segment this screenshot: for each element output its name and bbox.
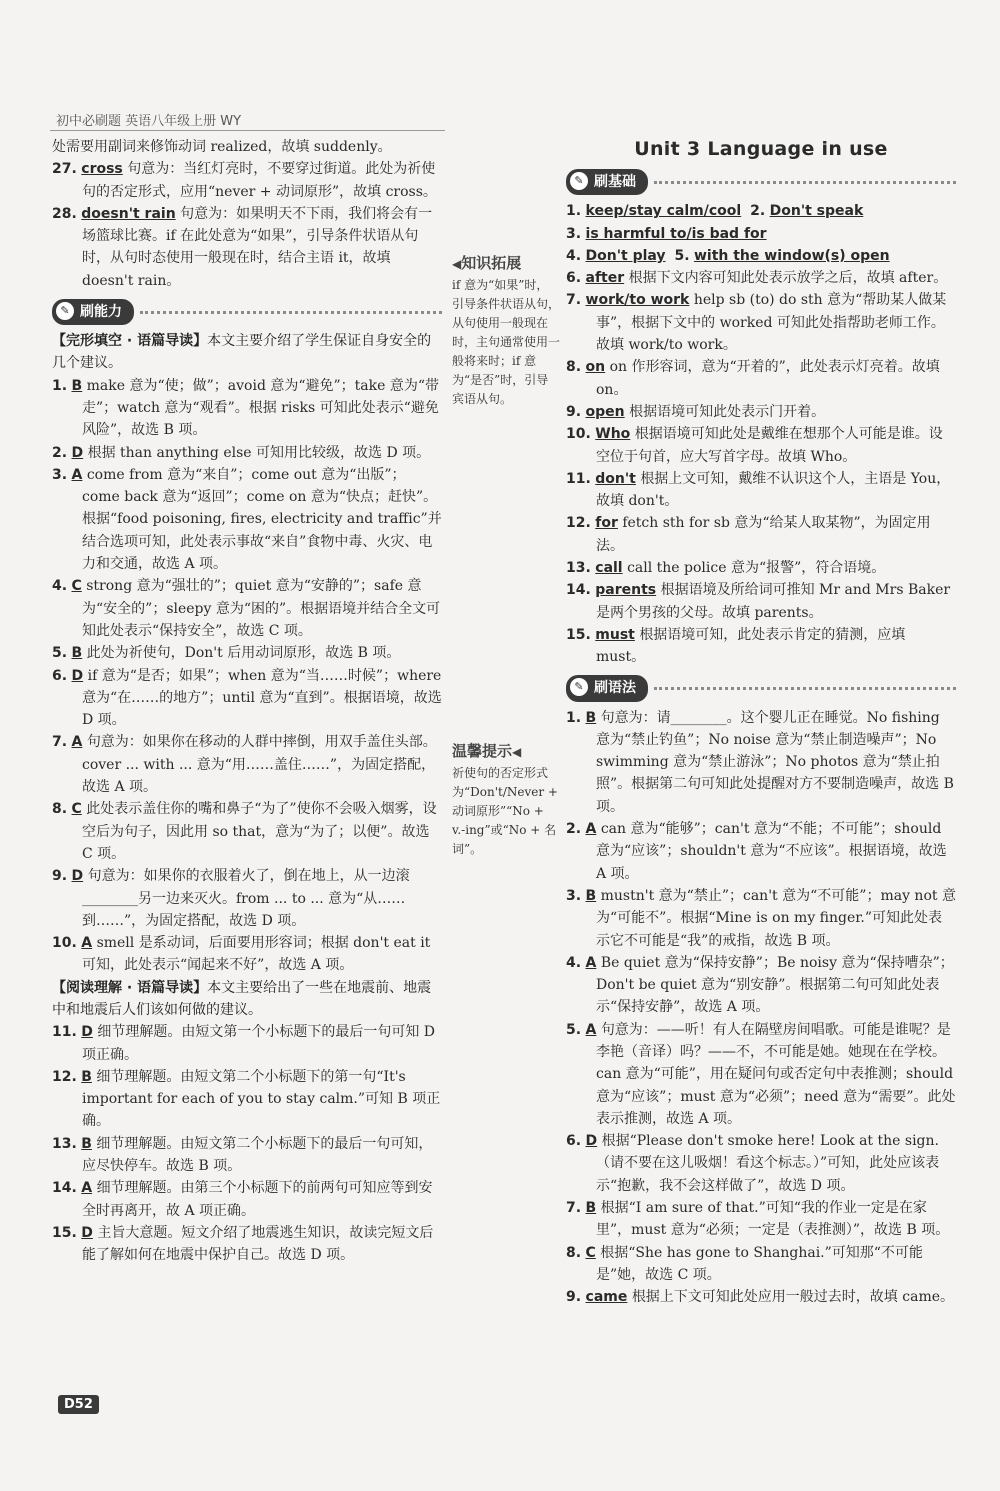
tip-knowledge (452, 254, 560, 409)
banner-label: 刷基础 (594, 174, 636, 191)
answer-item (52, 442, 442, 464)
item-answer: Who (595, 426, 631, 443)
item-answer: work/to work (585, 292, 690, 309)
item-explanation: call the police 意为“报警”，符合语境。 (627, 560, 886, 577)
item-answer: B (71, 377, 83, 394)
item-explanation: can 意为“能够”；can't 意为“不能；不可能”；should 意为“应该”；shouldn't 意为“不应该”。根据语境，故选 A 项。 (596, 821, 947, 882)
item-number: 4. (566, 954, 582, 971)
item-explanation: 根据“She has gone to Shanghai.”可知那“不可能是”她，故选 C 项。 (596, 1244, 923, 1283)
pencil-icon: ✎ (570, 678, 588, 696)
item-answer: call (595, 560, 623, 577)
banner-label: 刷能力 (80, 303, 122, 320)
item-explanation: 主旨大意题。短文介绍了地震逃生知识，故读完短文后能了解如何在地震中保护自己。故选 D 项。 (82, 1224, 434, 1264)
item-explanation: 句意为：当红灯亮时，不要穿过街道。此处为祈使句的否定形式，应用“never + 动词原形”，故填 cross。 (82, 161, 437, 200)
item-explanation: make 意为“使；做”；avoid 意为“避免”；take 意为“带走”；watch 意为“观看”。根据 risks 可知此处表示“避免风险”，故选 B 项。 (82, 377, 440, 439)
reading-guide (52, 977, 442, 1022)
item-answer: doesn't rain (81, 205, 176, 222)
answer-item (566, 289, 956, 356)
item-number: 7. (52, 734, 68, 751)
tip-text: 祈使句的否定形式为“Don't/Never + 动词原形”“No + v.-ing”或“No + 名词”。 (452, 766, 558, 856)
answer-item (52, 203, 442, 292)
answer-item (52, 1066, 442, 1133)
header-divider (50, 130, 445, 131)
item-number: 6. (52, 667, 68, 684)
answer-item (566, 1286, 956, 1308)
answer-list-top (52, 158, 442, 292)
answer-item (566, 1197, 956, 1242)
answer-item (52, 158, 442, 203)
arrow-left-icon: ◀ (512, 745, 522, 759)
item-number: 5. (52, 645, 68, 662)
answer-item (566, 356, 956, 401)
short-answers-line: 3. is harmful to/is bad for (566, 225, 767, 242)
section-banner-basics (566, 168, 956, 196)
item-number: 14. (566, 582, 591, 599)
item-explanation: 句意为：如果明天不下雨，我们将会有一场篮球比赛。if 在此处意为“如果”，引导条件状语从句时，从句时态使用一般现在时，结合主语 it，故填 doesn't rain。 (82, 205, 433, 289)
answer-item (52, 1133, 442, 1178)
item-number: 8. (566, 359, 582, 376)
item-answer: C (585, 1244, 596, 1261)
guide-tag: 【阅读理解 · 语篇导读】 (52, 979, 208, 996)
item-number: 10. (566, 426, 591, 443)
item-explanation: 根据语境及所给词可推知 Mr and Mrs Baker 是两个男孩的父母。故填 parents。 (596, 582, 951, 621)
item-answer: B (585, 1200, 597, 1217)
answer-item (52, 464, 442, 575)
item-answer: A (585, 821, 597, 838)
item-answer: C (71, 801, 82, 818)
item-explanation: Be quiet 意为“保持安静”；Be noisy 意为“保持嘈杂”；Don't be quiet 意为“别安静”。根据第二句可知此处表示“保持安静”，故选 A 项。 (596, 954, 954, 1016)
answer-item (566, 579, 956, 624)
item-answer: D (585, 1133, 598, 1150)
item-explanation: 此处表示盖住你的嘴和鼻子“为了”使你不会吸入烟雾，设空后为句子，因此用 so that，意为“为了；以便”。故选 C 项。 (82, 801, 437, 862)
answer-item (52, 932, 442, 977)
basics-answers (566, 267, 956, 668)
section-banner-grammar (566, 675, 956, 703)
item-number: 9. (566, 403, 582, 420)
arrow-left-icon: ◀ (452, 257, 462, 271)
banner-label: 刷语法 (594, 680, 636, 697)
item-explanation: strong 意为“强壮的”；quiet 意为“安静的”；safe 意为“安全的”；sleepy 意为“困的”。根据语境并结合全文可知此处表示“保持安全”，故选 C 项。 (82, 578, 441, 639)
item-answer: must (595, 626, 635, 643)
answer-item (566, 557, 956, 579)
item-number: 1. (52, 377, 68, 394)
item-answer: D (81, 1224, 93, 1241)
answer-item (566, 624, 956, 669)
cloze-guide (52, 330, 442, 375)
item-explanation: come from 意为“来自”；come out 意为“出版”；come back 意为“返回”；come on 意为“快点；赶快”。根据“food poisoning, fires, electricity and traffic”并结合选项可知，此处表示事故“来自”食物中毒、火灾、电力和交通，故选 A 项。 (82, 466, 442, 573)
section-banner-ability (52, 298, 442, 326)
item-explanation: 根据“I am sure of that.”可知“我的作业一定是在家里”，must 意为“必须；一定是（表推测）”，故选 B 项。 (596, 1200, 950, 1239)
item-number: 13. (566, 560, 591, 577)
item-number: 12. (52, 1068, 77, 1085)
item-answer: B (585, 709, 597, 726)
answer-item (566, 401, 956, 423)
item-number: 15. (52, 1224, 77, 1241)
running-header: 初中必刷题 英语八年级上册 WY (56, 114, 242, 129)
item-answer: came (585, 1289, 628, 1306)
item-answer: after (585, 270, 625, 287)
item-number: 7. (566, 1200, 582, 1217)
answer-item (52, 798, 442, 865)
item-explanation: help sb (to) do sth 意为“帮助某人做某事”，根据下文中的 worked 可知此处指帮助老师工作。故填 work/to work。 (596, 292, 947, 354)
answer-item (566, 1242, 956, 1287)
item-number: 13. (52, 1135, 77, 1152)
item-number: 12. (566, 515, 591, 532)
item-answer: for (595, 515, 618, 532)
answer-item (52, 731, 442, 798)
item-number: 9. (566, 1289, 582, 1306)
item-answer: A (585, 954, 597, 971)
item-answer: D (81, 1024, 93, 1041)
short-answers-line: 1. keep/stay calm/cool 2. Don't speak (566, 203, 864, 220)
item-answer: open (585, 403, 625, 420)
item-answer: D (71, 667, 84, 684)
item-number: 28. (52, 205, 77, 222)
answer-item (566, 818, 956, 885)
item-number: 3. (566, 887, 582, 904)
grammar-answers (566, 707, 956, 1309)
item-explanation: 根据语境可知，此处表示肯定的猜测，应填 must。 (596, 626, 906, 666)
item-number: 8. (566, 1244, 582, 1261)
continuation-text: 处需要用副词来修饰动词 realized，故填 suddenly。 (52, 139, 392, 155)
item-explanation: 根据上下文可知此处应用一般过去时，故填 came。 (631, 1289, 955, 1306)
banner-dots (140, 311, 442, 314)
item-number: 2. (566, 821, 582, 838)
item-number: 27. (52, 161, 77, 178)
answer-item (566, 468, 956, 513)
item-answer: A (71, 466, 83, 483)
item-explanation: if 意为“是否；如果”；when 意为“当……时候”；where 意为“在……的地方”；until 意为“直到”。根据语境，故选 D 项。 (82, 667, 442, 729)
item-explanation: 根据上文可知，戴维不认识这个人，主语是 You，故填 don't。 (596, 470, 951, 510)
item-explanation: 根据 than anything else 可知用比较级，故选 D 项。 (87, 444, 431, 461)
item-answer: A (81, 935, 93, 952)
item-number: 14. (52, 1180, 77, 1197)
item-explanation: 细节理解题。由短文第二个小标题下的最后一句可知，应尽快停车。故选 B 项。 (82, 1135, 433, 1175)
item-number: 5. (566, 1021, 582, 1038)
answer-item (566, 1130, 956, 1197)
tip-title: ◀知识拓展 (452, 254, 522, 272)
answer-item (52, 375, 442, 442)
item-explanation: 根据语境可知此处表示门开着。 (629, 403, 826, 420)
item-answer: C (71, 578, 82, 595)
item-answer: cross (81, 161, 123, 178)
item-answer: B (585, 887, 597, 904)
answer-item (52, 575, 442, 642)
item-answer: D (71, 868, 84, 885)
item-number: 2. (52, 444, 68, 461)
item-number: 7. (566, 292, 582, 309)
short-answers-line: 4. Don't play 5. with the window(s) open (566, 247, 890, 264)
left-column (52, 136, 442, 1267)
answer-item (52, 665, 442, 732)
item-explanation: mustn't 意为“禁止”；can't 意为“不可能”；may not 意为“可能不”。根据“Mine is on my finger.”可知此处表示它不可能是“我”的戒指，故选 B 项。 (596, 887, 956, 949)
guide-text: 本文主要给出了一些在地震前、地震中和地震后人们该如何做的建议。 (52, 979, 432, 1018)
item-explanation: 根据语境可知此处是戴维在想那个人可能是谁。设空位于句首，应大写首字母。故填 Who。 (596, 426, 943, 465)
item-number: 6. (566, 270, 582, 287)
item-explanation: on 作形容词，意为“开着的”，此处表示灯亮着。故填 on。 (596, 359, 940, 398)
item-answer: B (81, 1135, 92, 1152)
tip-text: if 意为“如果”时，引导条件状语从句，从句使用一般现在时，主句通常使用一般将来时；if 意为“是否”时，引导宾语从句。 (452, 278, 561, 406)
tip-title: 温馨提示◀ (452, 742, 522, 760)
item-answer: A (81, 1180, 93, 1197)
item-number: 10. (52, 935, 77, 952)
item-answer: A (585, 1021, 597, 1038)
item-number: 3. (52, 466, 68, 483)
item-number: 4. (52, 578, 68, 595)
pencil-icon: ✎ (56, 302, 74, 320)
answer-item (566, 1019, 956, 1130)
pencil-icon: ✎ (570, 172, 588, 190)
item-answer: A (71, 734, 83, 751)
answer-item (52, 1021, 442, 1066)
guide-tag: 【完形填空 · 语篇导读】 (52, 333, 208, 350)
item-answer: B (71, 645, 83, 662)
item-answer: don't (595, 470, 636, 487)
item-explanation: 细节理解题。由短文第二个小标题下的第一句“It's important for each of you to stay calm.”可知 B 项正确。 (82, 1068, 441, 1130)
answer-item (566, 267, 956, 289)
answer-item (566, 423, 956, 468)
item-number: 9. (52, 868, 68, 885)
answer-item (52, 865, 442, 932)
item-number: 11. (566, 470, 591, 487)
reading-answers (52, 1021, 442, 1266)
answer-item (566, 952, 956, 1019)
item-explanation: smell 是系动词，后面要用形容词；根据 don't eat it 可知，此处表示“闻起来不好”，故选 A 项。 (82, 935, 431, 974)
banner-dots (654, 181, 956, 184)
answer-item (52, 1222, 442, 1267)
answer-item (566, 885, 956, 952)
item-answer: D (71, 444, 84, 461)
item-explanation: 细节理解题。由短文第一个小标题下的最后一句可知 D 项正确。 (82, 1024, 436, 1063)
answer-item (566, 707, 956, 818)
guide-text: 本文主要介绍了学生保证自身安全的几个建议。 (52, 333, 432, 372)
item-number: 6. (566, 1133, 582, 1150)
item-explanation: 根据“Please don't smoke here! Look at the sign.（请不要在这儿吸烟！看这个标志。）”可知，此处应该表示“抱歉，我不会这样做了”，故选 D 项。 (596, 1133, 940, 1194)
item-number: 1. (566, 709, 582, 726)
item-explanation: 句意为：如果你的衣服着火了，倒在地上，从一边滚________另一边来灭火。from ... to ... 意为“从……到……”，为固定搭配，故选 D 项。 (82, 868, 410, 929)
item-explanation: fetch sth for sb 意为“给某人取某物”，为固定用法。 (596, 515, 931, 554)
answer-item (52, 642, 442, 664)
item-explanation: 句意为：请________。这个婴儿正在睡觉。No fishing 意为“禁止钓鱼”；No noise 意为“禁止制造噪声”；No swimming 意为“禁止游泳”；No photos 意为“禁止拍照”。根据第二句可知此处提醒对方不要制造噪声，故选 B 项。 (596, 709, 954, 815)
unit-title: Unit 3 Language in use (634, 138, 888, 160)
item-explanation: 句意为：如果你在移动的人群中摔倒，用双手盖住头部。cover ... with ... 意为“用……盖住……”，为固定搭配，故选 A 项。 (82, 734, 437, 796)
answer-item (52, 1177, 442, 1222)
right-column (566, 136, 956, 1309)
item-number: 8. (52, 801, 68, 818)
item-explanation: 细节理解题。由第三个小标题下的前两句可知应等到安全时再离开，故 A 项正确。 (82, 1180, 433, 1219)
item-answer: parents (595, 582, 657, 599)
item-number: 15. (566, 626, 591, 643)
cloze-answers (52, 375, 442, 977)
item-number: 11. (52, 1024, 77, 1041)
item-answer: on (585, 359, 606, 376)
answer-item (566, 512, 956, 557)
page-number: D52 (58, 1395, 99, 1414)
tip-reminder (452, 742, 560, 859)
item-explanation: 根据下文内容可知此处表示放学之后，故填 after。 (628, 270, 948, 287)
banner-dots (654, 687, 956, 690)
item-answer: B (81, 1068, 92, 1085)
item-explanation: 此处为祈使句，Don't 后用动词原形，故选 B 项。 (86, 645, 401, 662)
item-explanation: 句意为：——听！有人在隔壁房间唱歌。可能是谁呢？是李艳（音译）吗？——不，不可能是她。她现在在学校。can 意为“可能”，用在疑问句或否定句中表推测；should 意为“应该”；must 意为“必须”；need 意为“需要”。此处表示推测，故选 A 项。 (596, 1021, 956, 1127)
